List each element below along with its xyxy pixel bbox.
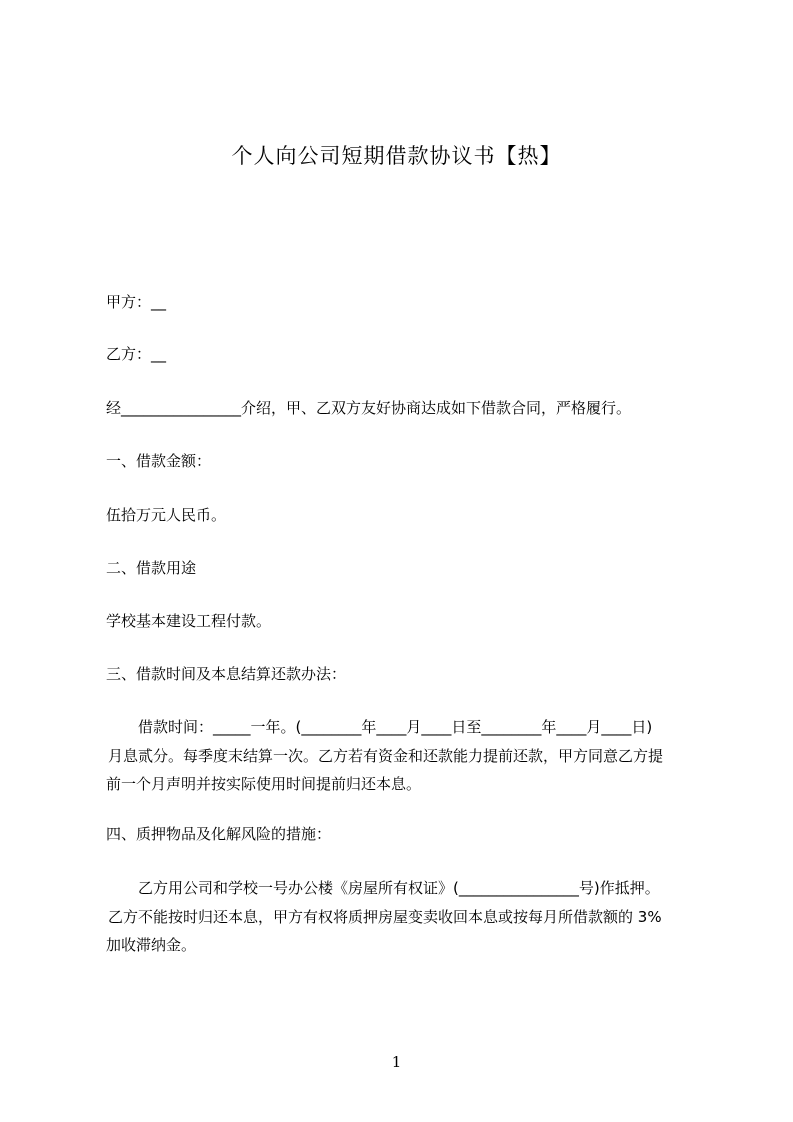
section-1-heading: 一、借款金额：: [106, 452, 212, 470]
section-4-late-fee: 加收滞纳金。: [106, 936, 197, 954]
section-3-early-repayment: 前一个月声明并按实际使用时间提前归还本息。: [106, 775, 422, 793]
section-1-body: 伍拾万元人民币。: [106, 506, 227, 524]
section-4-default-terms: 乙方不能按时归还本息，甲方有权将质押房屋变卖收回本息或按每月所借款额的 3%: [108, 908, 662, 926]
section-3-loan-period: 借款时间：_____一年。(________年____月____日至________年____月____日): [138, 718, 653, 736]
section-4-heading: 四、质押物品及化解风险的措施：: [106, 825, 332, 843]
section-2-body: 学校基本建设工程付款。: [106, 612, 272, 630]
section-3-interest-terms: 月息贰分。每季度末结算一次。乙方若有资金和还款能力提前还款，甲方同意乙方提: [108, 747, 664, 765]
party-a-line: 甲方：__: [106, 293, 167, 311]
section-2-heading: 二、借款用途: [106, 559, 197, 577]
page-number: 1: [391, 1053, 402, 1071]
intro-paragraph: 经________________介绍，甲、乙双方友好协商达成如下借款合同，严格履行。: [106, 399, 632, 417]
section-3-heading: 三、借款时间及本息结算还款办法：: [106, 665, 347, 683]
document-title: 个人向公司短期借款协议书【热】: [231, 144, 562, 168]
party-b-line: 乙方：__: [106, 345, 167, 363]
section-4-collateral: 乙方用公司和学校一号办公楼《房屋所有权证》(________________号)作抵押。: [138, 879, 660, 897]
